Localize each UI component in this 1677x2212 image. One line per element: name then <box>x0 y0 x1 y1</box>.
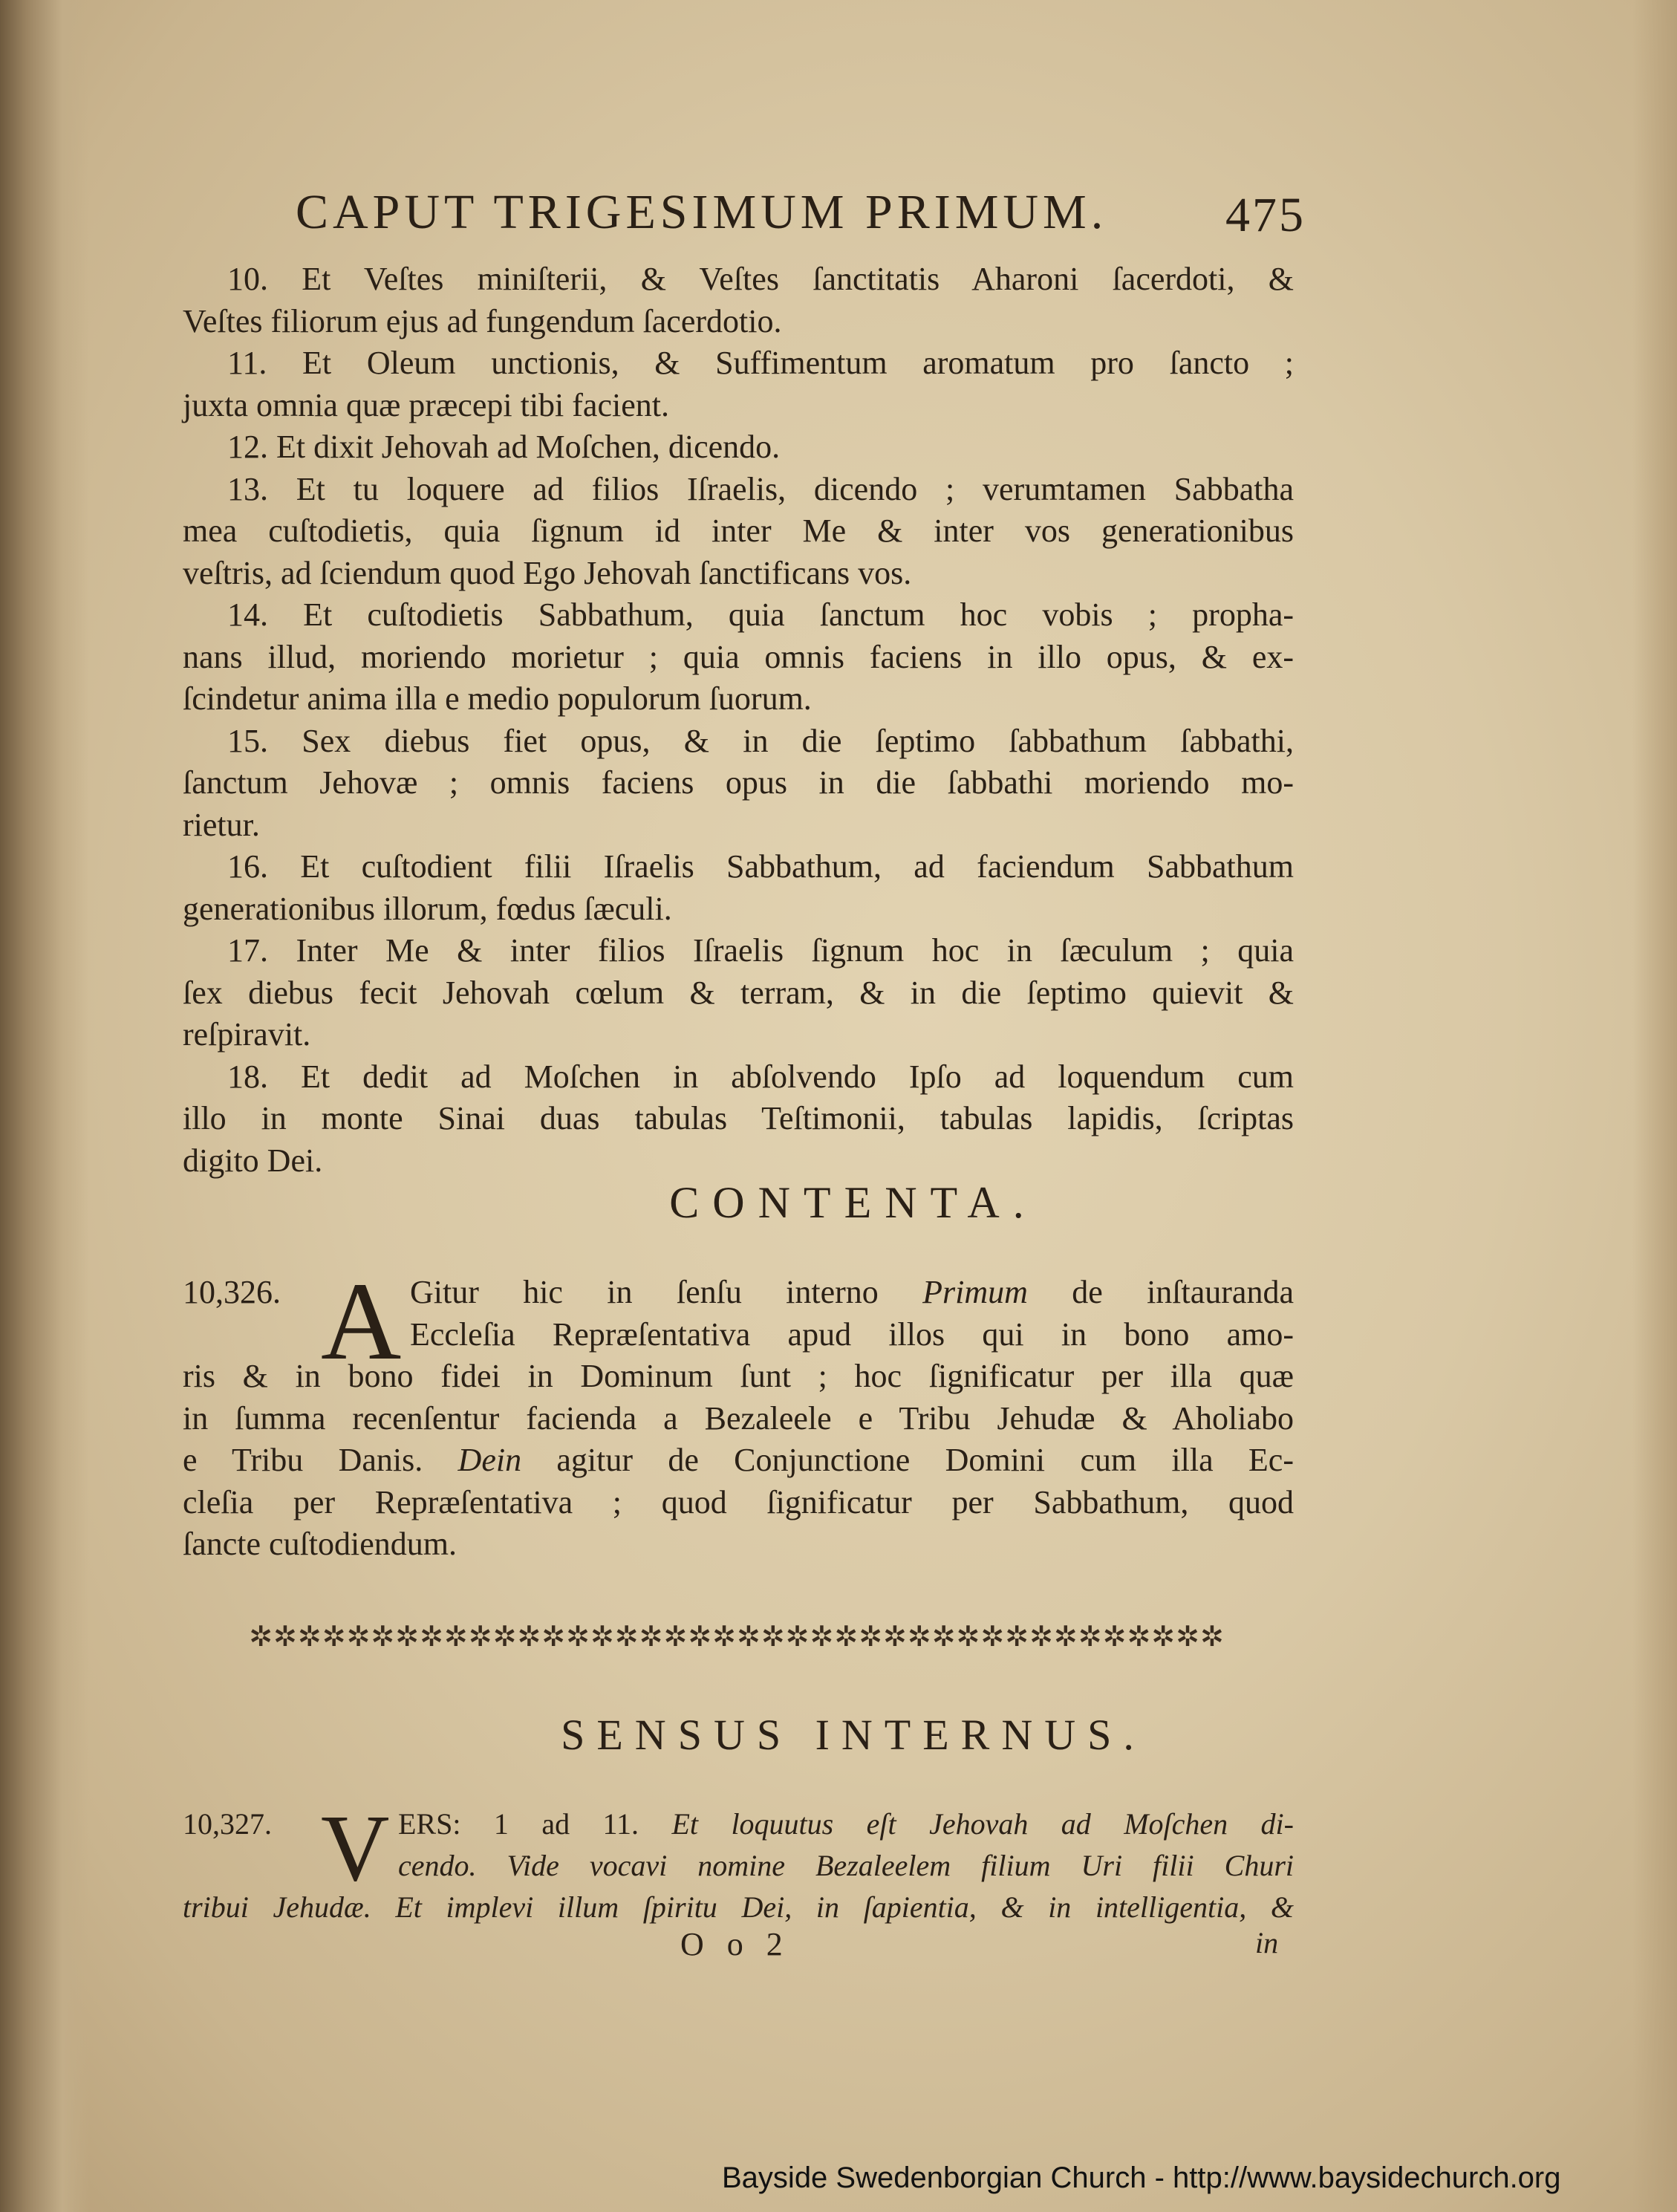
page-number: 475 <box>1225 188 1306 242</box>
text-run: de inſtauranda <box>1027 1274 1294 1310</box>
contenta-line-1 <box>410 1272 1294 1314</box>
catchword: in <box>1255 1926 1279 1959</box>
text-run: e Tribu Danis. <box>183 1442 458 1478</box>
contenta-line-2: Eccleſia Repræſentativa apud illos qui in bono amo- <box>410 1315 1294 1353</box>
text-run: ERS: 1 ad 11. <box>398 1807 672 1841</box>
running-head: CAPUT TRIGESIMUM PRIMUM. <box>296 185 1108 239</box>
source-watermark: Bayside Swedenborgian Church - http://www.baysidechurch.org <box>722 2161 1561 2194</box>
verse-10-line-1: 10. Et Veſtes miniſterii, & Veſtes ſanctitatis Aharoni ſacerdoti, & <box>227 261 1294 297</box>
contenta-line-4: in ſumma recenſentur facienda a Bezaleele e Tribu Jehudæ & Aholiabo <box>183 1399 1294 1437</box>
verse-15-line-2: ſanctum Jehovæ ; omnis faciens opus in die ſabbathi moriendo mo- <box>183 764 1294 801</box>
verse-15-line-3: rietur. <box>183 806 260 843</box>
drop-cap: A <box>321 1260 402 1383</box>
sensus-heading: SENSUS INTERNUS. <box>561 1711 1146 1759</box>
verse-15-line-1: 15. Sex diebus fiet opus, & in die ſeptimo ſabbathum ſabbathi, <box>227 722 1294 759</box>
italic-run: Primum <box>922 1274 1028 1310</box>
verse-11-line-2: juxta omnia quæ præcepi tibi facient. <box>183 386 669 423</box>
verse-13-line-3: veſtris, ad ſciendum quod Ego Jehovah ſanctificans vos. <box>183 554 912 591</box>
verse-12-line-1: 12. Et dixit Jehovah ad Moſchen, dicendo. <box>227 429 781 465</box>
verse-16-line-2: generationibus illorum, fœdus ſæculi. <box>183 890 672 927</box>
contenta-line-6: cleſia per Repræſentativa ; quod ſignificatur per Sabbathum, quod <box>183 1483 1294 1520</box>
verse-10-line-2: Veſtes filiorum ejus ad fungendum ſacerdotio. <box>183 302 782 339</box>
text-run: Gitur hic in ſenſu interno <box>410 1274 923 1310</box>
ornamental-rule: ✲✲✲✲✲✲✲✲✲✲✲✲✲✲✲✲✲✲✲✲✲✲✲✲✲✲✲✲✲✲✲✲✲✲✲✲✲✲✲✲ <box>249 1621 1225 1653</box>
verse-17-line-2: ſex diebus fecit Jehovah cœlum & terram, & in die ſeptimo quievit & <box>183 974 1294 1011</box>
italic-run: Et loquutus eſt Jehovah ad Moſchen di- <box>671 1807 1294 1841</box>
contenta-line-7: ſancte cuſtodiendum. <box>183 1526 457 1562</box>
binding-gutter <box>0 0 89 2212</box>
italic-run: Dein <box>457 1442 522 1478</box>
verse-block <box>183 258 1294 1182</box>
signature-mark: O o 2 <box>680 1926 790 1962</box>
verse-13-line-1: 13. Et tu loquere ad filios Iſraelis, dicendo ; verumtamen Sabbatha <box>227 470 1294 507</box>
verse-18-line-3: digito Dei. <box>183 1142 323 1179</box>
verse-16-line-1: 16. Et cuſtodient filii Iſraelis Sabbathum, ad faciendum Sabbathum <box>227 848 1294 885</box>
page-edge <box>1632 0 1677 2212</box>
contenta-paragraph <box>183 1260 1294 1566</box>
verse-17-line-1: 17. Inter Me & inter filios Iſraelis ſignum hoc in ſæculum ; quia <box>227 932 1294 969</box>
page-header <box>290 184 1315 244</box>
contenta-line-3: ris & in bono fidei in Dominum ſunt ; hoc ſignificatur per illa quæ <box>183 1358 1294 1394</box>
drop-cap: V <box>321 1795 390 1901</box>
verse-14-line-3: ſcindetur anima illa e medio populorum ſuorum. <box>183 680 812 717</box>
sensus-paragraph <box>183 1795 1294 1928</box>
text-run: agitur de Conjunctione Domini cum illa Ec- <box>521 1442 1294 1478</box>
contenta-heading: CONTENTA. <box>669 1178 1038 1227</box>
verse-11-line-1: 11. Et Oleum unctionis, & Suffimentum aromatum pro ſancto ; <box>227 345 1294 381</box>
verse-18-line-1: 18. Et dedit ad Moſchen in abſolvendo Ipſo ad loquendum cum <box>227 1058 1294 1095</box>
sensus-line-2: cendo. Vide vocavi nomine Bezaleelem filium Uri filii Churi <box>398 1849 1294 1882</box>
contenta-line-5 <box>183 1440 1294 1482</box>
verse-14-line-2: nans illud, moriendo morietur ; quia omnis faciens in illo opus, & ex- <box>183 638 1294 675</box>
verse-14-line-1: 14. Et cuſtodietis Sabbathum, quia ſanctum hoc vobis ; propha- <box>227 596 1294 633</box>
verse-13-line-2: mea cuſtodietis, quia ſignum id inter Me & inter vos generationibus <box>183 513 1294 549</box>
verse-18-line-2: illo in monte Sinai duas tabulas Teſtimonii, tabulas lapidis, ſcriptas <box>183 1100 1294 1136</box>
sensus-line-1 <box>398 1803 1294 1845</box>
paragraph-number: 10,326. <box>183 1274 281 1310</box>
paragraph-number: 10,327. <box>183 1807 272 1841</box>
sensus-line-3: tribui Jehudæ. Et implevi illum ſpiritu Dei, in ſapientia, & in intelligentia, & <box>183 1890 1294 1924</box>
verse-17-line-3: reſpiravit. <box>183 1016 311 1053</box>
